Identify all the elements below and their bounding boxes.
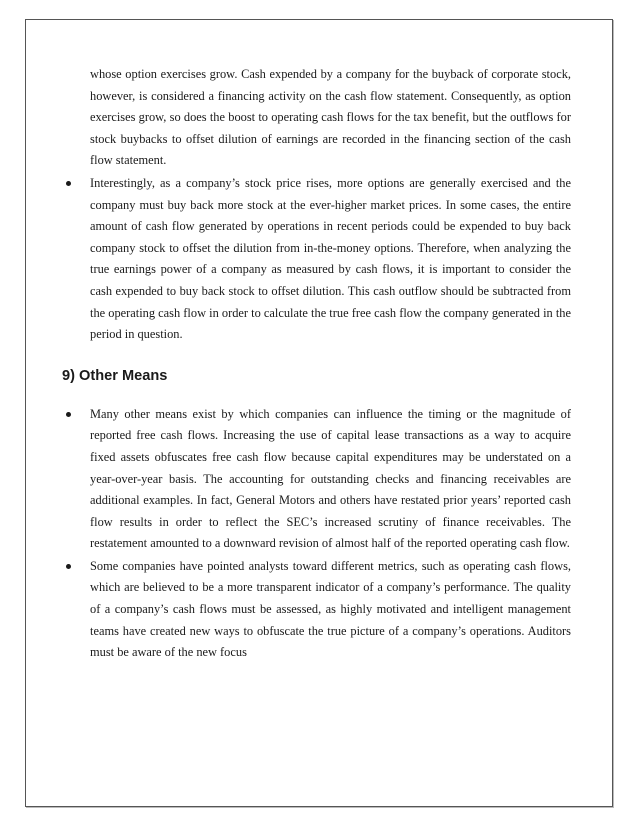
bullet-icon (66, 564, 71, 569)
bullet-icon (66, 181, 71, 186)
bullet-text: Some companies have pointed analysts toward different metrics, such as operating cash flows, which are believed to be a more transparent indicator of a company’s performance. The quality of a company’s cash flows must be assessed, as highly motivated and intelligent management teams have created new ways to obfuscate the true picture of a company’s operations. Auditors must be aware of the new focus (90, 558, 571, 660)
bullet-item (63, 556, 571, 664)
continued-paragraph: whose option exercises grow. Cash expended by a company for the buyback of corporate stock, however, is considered a financing activity on the cash flow statement. Consequently, as option exercises grow, so does the boost to operating cash flows for the tax benefit, but the outflows for stock buybacks to offset dilution of earnings are recorded in the financing section of the cash flow statement. (90, 67, 571, 168)
section-heading: 9) Other Means (62, 367, 168, 384)
bullet-item (63, 404, 571, 555)
bullet-text: Interestingly, as a company’s stock price rises, more options are generally exercised and the company must buy back more stock at the ever-higher market prices. In some cases, the entire amount of cash flow generated by operations in recent periods could be expended to buy back company stock to offset the dilution from in-the-money options. Therefore, when analyzing the true earnings power of a company as measured by cash flows, it is important to consider the cash expended to buy back stock to offset dilution. This cash outflow should be subtracted from the operating cash flow in order to calculate the true free cash flow the company generated in the period in question. (90, 175, 571, 342)
bullet-item (63, 173, 571, 346)
document-body (63, 64, 571, 664)
bullet-icon (66, 412, 71, 417)
bullet-text: Many other means exist by which companies can influence the timing or the magnitude of reported free cash flows. Increasing the use of capital lease transactions as a way to acquire fixed assets obfuscates free cash flow because capital expenditures may be understated on a year-over-year basis. The accounting for outstanding checks and financing receivables are additional examples. In fact, General Motors and others have restated prior years’ reported cash flow results in order to reflect the SEC’s increased scrutiny of finance receivables. The restatement amounted to a downward revision of almost half of the reported operating cash flow. (90, 406, 571, 551)
